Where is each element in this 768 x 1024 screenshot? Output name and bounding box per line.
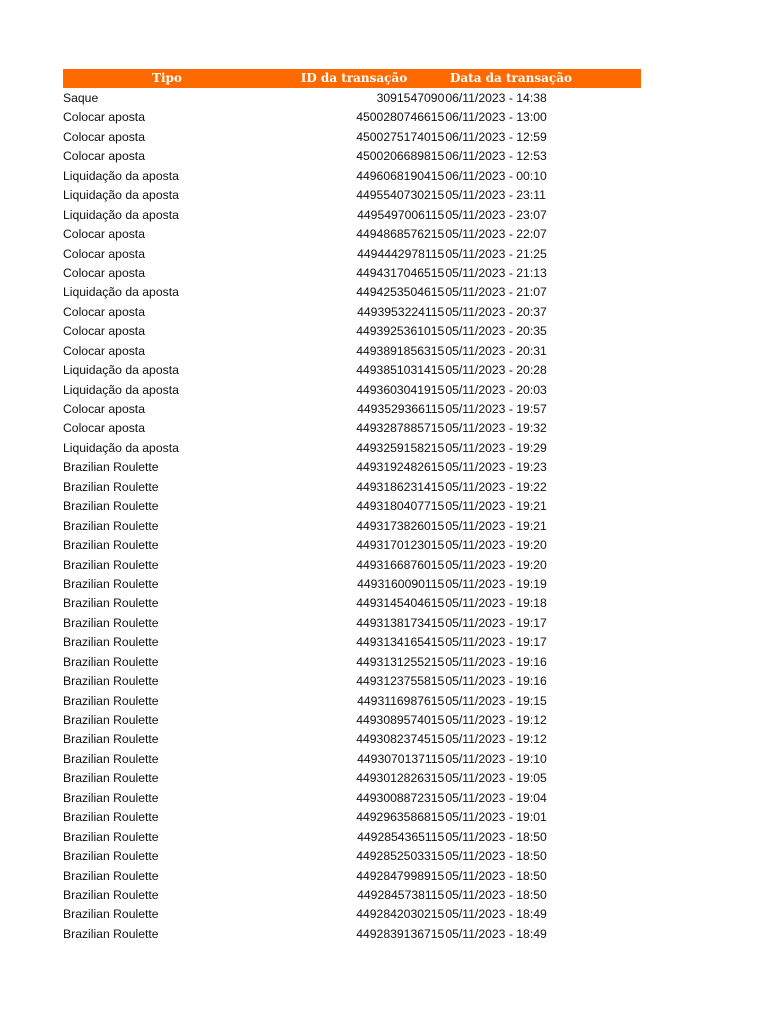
cell-transaction-date: 05/11/2023 - 21:13 [445, 265, 547, 280]
table-row [63, 672, 641, 691]
table-row [63, 769, 641, 788]
cell-transaction-id: 4495497006115 [357, 207, 445, 222]
cell-transaction-id: 4492847998915 [356, 868, 445, 883]
cell-tipo: Colocar aposta [63, 304, 145, 319]
cell-tipo: Brazilian Roulette [63, 635, 159, 650]
cell-tipo: Brazilian Roulette [63, 576, 159, 591]
table-row [63, 283, 641, 302]
cell-transaction-id: 4493012826315 [356, 771, 445, 786]
cell-transaction-id: 4493131255215 [356, 654, 445, 669]
cell-tipo: Liquidação da aposta [63, 440, 179, 455]
cell-tipo: Liquidação da aposta [63, 188, 179, 203]
cell-transaction-date: 05/11/2023 - 19:23 [445, 460, 547, 475]
cell-transaction-id: 4493089574015 [356, 713, 445, 727]
cell-transaction-date: 05/11/2023 - 18:50 [445, 849, 547, 864]
table-row [63, 789, 641, 808]
table-row [63, 264, 641, 283]
cell-transaction-date: 05/11/2023 - 19:16 [445, 654, 547, 669]
cell-transaction-date: 05/11/2023 - 18:50 [445, 829, 547, 844]
cell-transaction-date: 05/11/2023 - 20:03 [445, 382, 547, 397]
table-row [63, 711, 641, 730]
cell-transaction-date: 05/11/2023 - 19:10 [445, 751, 547, 766]
cell-transaction-id: 4493138173415 [356, 615, 445, 630]
cell-transaction-date: 05/11/2023 - 19:21 [445, 518, 547, 533]
cell-transaction-date: 05/11/2023 - 19:17 [445, 635, 547, 650]
cell-tipo: Brazilian Roulette [63, 460, 159, 475]
cell-transaction-id: 4493529366115 [357, 402, 445, 416]
table-row [63, 536, 641, 555]
table-row [63, 206, 641, 225]
cell-transaction-date: 05/11/2023 - 23:07 [445, 207, 547, 222]
cell-transaction-id: 4493851031415 [356, 363, 445, 378]
table-row [63, 750, 641, 769]
cell-transaction-id: 4494317046515 [356, 265, 445, 280]
cell-transaction-date: 05/11/2023 - 18:49 [445, 907, 547, 922]
cell-transaction-id: 4492963586815 [356, 810, 445, 825]
cell-tipo: Colocar aposta [63, 149, 145, 164]
table-row [63, 828, 641, 847]
table-row [63, 517, 641, 536]
cell-tipo: Brazilian Roulette [63, 790, 159, 805]
table-body [63, 89, 641, 944]
cell-transaction-date: 05/11/2023 - 19:19 [445, 576, 547, 591]
transaction-table [63, 69, 641, 944]
cell-transaction-date: 05/11/2023 - 20:35 [445, 324, 547, 339]
cell-tipo: Brazilian Roulette [63, 596, 159, 611]
table-row [63, 419, 641, 438]
cell-tipo: Brazilian Roulette [63, 829, 159, 844]
cell-tipo: Brazilian Roulette [63, 674, 159, 689]
table-row [63, 303, 641, 322]
cell-transaction-date: 05/11/2023 - 19:20 [445, 538, 547, 553]
cell-transaction-date: 05/11/2023 - 20:31 [445, 343, 547, 358]
table-row [63, 497, 641, 516]
cell-transaction-id: 4493173826015 [356, 518, 445, 533]
cell-transaction-id: 4493259158215 [356, 440, 445, 455]
cell-tipo: Brazilian Roulette [63, 654, 159, 669]
cell-transaction-date: 05/11/2023 - 19:32 [445, 421, 547, 436]
cell-transaction-id: 4492842030215 [356, 907, 445, 922]
cell-transaction-date: 06/11/2023 - 12:59 [445, 129, 547, 144]
cell-tipo: Brazilian Roulette [63, 479, 159, 494]
cell-tipo: Brazilian Roulette [63, 557, 159, 572]
cell-tipo: Colocar aposta [63, 265, 145, 280]
cell-tipo: Brazilian Roulette [63, 751, 159, 766]
header-transaction-date: Data da transação [449, 71, 572, 85]
cell-transaction-date: 05/11/2023 - 19:12 [445, 732, 547, 747]
cell-tipo: Colocar aposta [63, 421, 145, 436]
table-row [63, 186, 641, 205]
table-row [63, 867, 641, 886]
cell-transaction-date: 05/11/2023 - 19:21 [445, 499, 547, 514]
cell-transaction-date: 05/11/2023 - 19:20 [445, 557, 547, 572]
cell-transaction-date: 05/11/2023 - 19:16 [445, 674, 547, 689]
table-row [63, 381, 641, 400]
cell-transaction-date: 05/11/2023 - 21:07 [445, 285, 547, 300]
cell-tipo: Colocar aposta [63, 227, 145, 242]
cell-tipo: Brazilian Roulette [63, 887, 159, 902]
cell-transaction-id: 4500280746615 [356, 110, 445, 125]
cell-transaction-date: 05/11/2023 - 23:11 [445, 188, 546, 203]
cell-tipo: Saque [63, 91, 99, 105]
cell-transaction-id: 4493166876015 [356, 557, 445, 572]
table-header [63, 69, 641, 88]
cell-transaction-date: 05/11/2023 - 19:04 [445, 790, 547, 805]
cell-transaction-id: 4495540730215 [356, 188, 445, 203]
cell-transaction-date: 05/11/2023 - 19:57 [445, 402, 547, 416]
cell-transaction-id: 4493953224115 [357, 304, 445, 319]
table-row [63, 808, 641, 827]
table-row [63, 400, 641, 419]
cell-transaction-date: 06/11/2023 - 12:53 [445, 149, 547, 164]
cell-transaction-date: 05/11/2023 - 20:28 [445, 363, 547, 378]
cell-transaction-date: 05/11/2023 - 18:50 [445, 868, 547, 883]
cell-transaction-date: 05/11/2023 - 18:50 [445, 887, 547, 902]
table-row [63, 147, 641, 166]
cell-transaction-id: 3091547090 [376, 91, 445, 105]
cell-transaction-id: 4493160090115 [357, 576, 445, 591]
cell-tipo: Liquidação da aposta [63, 207, 179, 222]
cell-tipo: Colocar aposta [63, 343, 145, 358]
cell-transaction-id: 4494868576215 [356, 227, 445, 242]
cell-transaction-date: 05/11/2023 - 19:17 [445, 615, 547, 630]
table-row [63, 478, 641, 497]
cell-transaction-id: 4493008872315 [356, 790, 445, 805]
cell-transaction-date: 05/11/2023 - 19:18 [445, 596, 547, 611]
cell-tipo: Colocar aposta [63, 129, 145, 144]
cell-transaction-id: 4493145404615 [356, 596, 445, 611]
table-row [63, 633, 641, 652]
cell-transaction-id: 4493082374515 [356, 732, 445, 747]
table-row [63, 439, 641, 458]
cell-transaction-date: 06/11/2023 - 00:10 [445, 168, 547, 183]
table-row [63, 458, 641, 477]
cell-transaction-date: 06/11/2023 - 14:38 [445, 91, 547, 105]
table-row [63, 653, 641, 672]
cell-transaction-id: 4493134165415 [356, 635, 445, 650]
cell-tipo: Brazilian Roulette [63, 810, 159, 825]
cell-transaction-date: 05/11/2023 - 21:25 [445, 246, 547, 261]
table-row [63, 614, 641, 633]
cell-transaction-id: 4493123755815 [356, 674, 445, 689]
cell-transaction-id: 4492845738115 [357, 887, 445, 902]
table-row [63, 847, 641, 866]
cell-tipo: Colocar aposta [63, 402, 145, 416]
cell-tipo: Liquidação da aposta [63, 363, 179, 378]
table-row [63, 575, 641, 594]
cell-transaction-id: 4500275174015 [356, 129, 445, 144]
cell-transaction-date: 05/11/2023 - 19:01 [445, 810, 547, 825]
cell-tipo: Brazilian Roulette [63, 926, 159, 941]
cell-tipo: Brazilian Roulette [63, 693, 159, 708]
cell-transaction-id: 4493287885715 [356, 421, 445, 436]
cell-transaction-date: 05/11/2023 - 19:15 [445, 693, 547, 708]
cell-tipo: Colocar aposta [63, 246, 145, 261]
cell-transaction-id: 4493170123015 [356, 538, 445, 553]
cell-transaction-id: 4493116987615 [357, 693, 445, 708]
cell-tipo: Brazilian Roulette [63, 499, 159, 514]
table-row [63, 89, 641, 108]
table-row [63, 167, 641, 186]
cell-tipo: Brazilian Roulette [63, 868, 159, 883]
table-row [63, 594, 641, 613]
cell-transaction-date: 05/11/2023 - 20:37 [445, 304, 547, 319]
cell-transaction-id: 4492839136715 [356, 926, 445, 941]
cell-tipo: Liquidação da aposta [63, 168, 179, 183]
cell-transaction-id: 4493070137115 [357, 751, 445, 766]
table-row [63, 556, 641, 575]
cell-transaction-date: 05/11/2023 - 18:49 [445, 926, 547, 941]
cell-transaction-id: 4494442978115 [357, 246, 445, 261]
cell-transaction-id: 4493891856315 [356, 343, 445, 358]
cell-transaction-date: 05/11/2023 - 19:22 [445, 479, 547, 494]
cell-tipo: Brazilian Roulette [63, 518, 159, 533]
cell-tipo: Brazilian Roulette [63, 907, 159, 922]
cell-tipo: Colocar aposta [63, 110, 145, 125]
cell-transaction-id: 4493192482615 [356, 460, 445, 475]
cell-tipo: Colocar aposta [63, 324, 145, 339]
cell-transaction-date: 05/11/2023 - 19:29 [445, 440, 547, 455]
cell-transaction-id: 4496068190415 [356, 168, 445, 183]
cell-transaction-id: 4492854365115 [357, 829, 445, 844]
cell-transaction-date: 05/11/2023 - 19:12 [445, 713, 547, 727]
cell-tipo: Brazilian Roulette [63, 849, 159, 864]
cell-tipo: Brazilian Roulette [63, 771, 159, 786]
table-row [63, 886, 641, 905]
table-row [63, 342, 641, 361]
header-transaction-id: ID da transação [300, 71, 408, 85]
table-row [63, 128, 641, 147]
cell-tipo: Liquidação da aposta [63, 382, 179, 397]
cell-transaction-id: 4500206689815 [356, 149, 445, 164]
table-row [63, 905, 641, 924]
cell-transaction-id: 4493925361015 [356, 324, 445, 339]
cell-tipo: Brazilian Roulette [63, 713, 159, 727]
header-tipo: Tipo [152, 71, 182, 85]
cell-transaction-id: 4493603041915 [356, 382, 445, 397]
table-row [63, 322, 641, 341]
table-row [63, 692, 641, 711]
cell-transaction-id: 4493186231415 [356, 479, 445, 494]
table-row [63, 361, 641, 380]
cell-transaction-id: 4492852503315 [356, 849, 445, 864]
table-row [63, 245, 641, 264]
cell-transaction-date: 05/11/2023 - 19:05 [445, 771, 547, 786]
cell-tipo: Brazilian Roulette [63, 538, 159, 553]
table-row [63, 925, 641, 944]
cell-transaction-id: 4494253504615 [356, 285, 445, 300]
table-row [63, 730, 641, 749]
cell-tipo: Brazilian Roulette [63, 615, 159, 630]
cell-transaction-date: 05/11/2023 - 22:07 [445, 227, 547, 242]
cell-transaction-id: 4493180407715 [356, 499, 445, 514]
cell-transaction-date: 06/11/2023 - 13:00 [445, 110, 547, 125]
table-row [63, 225, 641, 244]
table-row [63, 108, 641, 127]
cell-tipo: Liquidação da aposta [63, 285, 179, 300]
cell-tipo: Brazilian Roulette [63, 732, 159, 747]
